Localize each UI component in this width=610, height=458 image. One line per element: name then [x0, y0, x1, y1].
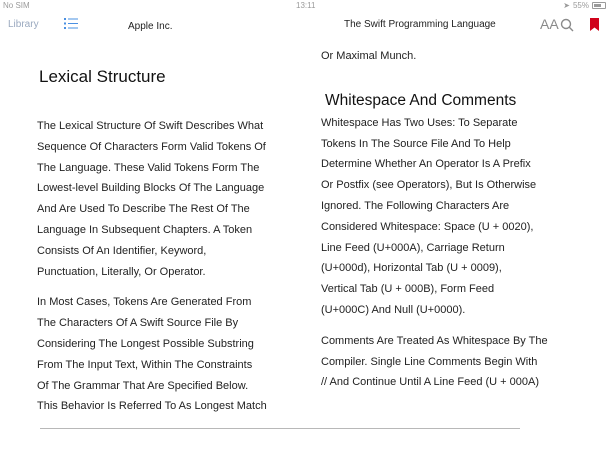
battery-percent: 55% [572, 1, 589, 10]
text-line: The Lexical Structure Of Swift Describes What [37, 120, 264, 132]
status-right [563, 1, 606, 10]
text-line: The Language. These Valid Tokens Form The [37, 161, 260, 174]
text-line: // And Continue Until A Line Feed (U + 000A) [321, 376, 539, 389]
book-author: Apple Inc. [128, 21, 173, 32]
right-page [321, 46, 581, 393]
text-line: Whitespace Has Two Uses: To Separate [321, 116, 518, 129]
text-line: Or Postfix (see Operators), But Is Otherwise [321, 179, 537, 192]
text-line: Considering The Longest Possible Substring [37, 337, 254, 350]
text-line: (U+000C) And Null (U+0000). [321, 303, 466, 316]
bookmark-icon[interactable] [590, 18, 599, 31]
text-line: Sequence Of Characters Form Valid Tokens Of [37, 140, 266, 153]
section-heading: Lexical Structure [39, 67, 166, 86]
location-icon: ➤ [563, 1, 570, 10]
text-line: Consists Of An Identifier, Keyword, [37, 244, 207, 257]
text-line: Determine Whether An Operator Is A Prefix [321, 158, 531, 171]
table-of-contents-icon[interactable] [64, 18, 78, 29]
text-line: Punctuation, Literally, Or Operator. [37, 265, 206, 278]
text-line: Ignored. The Following Characters Are [321, 199, 510, 212]
text-line: From The Input Text, Within The Constraints [37, 358, 253, 371]
text-line: Lowest-level Building Blocks Of The Language [37, 182, 265, 195]
text-line: Comments Are Treated As Whitespace By The [321, 334, 548, 347]
search-icon[interactable] [560, 18, 574, 32]
text-line: Line Feed (U+000A), Carriage Return [321, 241, 505, 254]
text-line: Language In Subsequent Chapters. A Token [37, 223, 253, 236]
section-heading: Whitespace And Comments [325, 91, 517, 109]
text-line: This Behavior Is Referred To As Longest Match [37, 400, 267, 413]
library-button[interactable]: Library [8, 19, 39, 30]
text-line: Vertical Tab (U + 000B), Form Feed [321, 283, 495, 296]
status-bar [0, 0, 610, 12]
clock: 13:11 [296, 1, 316, 10]
text-line: In Most Cases, Tokens Are Generated From [37, 296, 252, 309]
reader-toolbar [0, 12, 610, 40]
text-line: Tokens In The Source File And To Help [321, 137, 511, 150]
text-line: Considered Whitespace: Space (U + 0020), [321, 220, 534, 233]
page-progress-track[interactable] [40, 428, 520, 429]
text-line: Of The Grammar That Are Specified Below. [37, 379, 249, 392]
left-page [37, 66, 297, 417]
font-size-button[interactable]: AA [540, 16, 559, 32]
carrier-label: No SIM [3, 1, 30, 10]
battery-icon [592, 2, 606, 9]
text-line: And Are Used To Describe The Rest Of The [37, 203, 250, 216]
text-line: (U+000d), Horizontal Tab (U + 0009), [321, 262, 502, 275]
text-line: The Characters Of A Swift Source File By [37, 317, 239, 330]
text-line: Compiler. Single Line Comments Begin With [321, 355, 538, 368]
continued-line: Or Maximal Munch. [321, 50, 417, 62]
book-title: The Swift Programming Language [344, 19, 496, 30]
